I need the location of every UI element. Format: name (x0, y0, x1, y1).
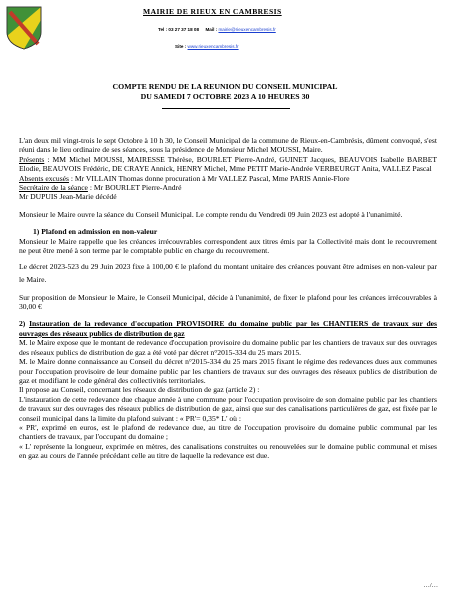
coat-of-arms-logo (6, 6, 42, 50)
document-title-line-2: DU SAMEDI 7 OCTOBRE 2023 A 10 HEURES 30 (140, 92, 310, 101)
presents-label: Présents (19, 154, 45, 164)
mail-label: Mail : (205, 27, 218, 32)
section-2-number: 2) (19, 319, 30, 329)
contact-line (158, 27, 276, 32)
section-2-paragraph-2: M. le Maire donne connaissance au Conseil du décret n°2015-334 du 25 mars 2015 fixant le régime des redevances dues aux communes pour l'occupation provisoire de leur domaine public par les chantiers de travaux sur des ouvrages des réseaux publics de distribution de gaz et modifiant le code général des collectivités territoriales. (19, 357, 437, 385)
minutes-body (19, 136, 437, 461)
site-label: Site : (175, 44, 187, 49)
section-2-heading (19, 319, 437, 338)
secretaire-text: : Mr BOURLET Pierre-André (87, 183, 182, 193)
title-divider (162, 108, 290, 109)
document-title-line-1: COMPTE RENDU DE LA REUNION DU CONSEIL MUNICIPAL (112, 82, 338, 91)
tel-number: 03 27 37 18 08 (168, 27, 200, 32)
presents-paragraph (19, 155, 437, 174)
site-link[interactable]: www.rieuxencambresis.fr (187, 44, 239, 49)
decede-line: Mr DUPUIS Jean-Marie décédé (19, 192, 117, 202)
mairie-title: MAIRIE DE RIEUX EN CAMBRESIS (143, 7, 282, 16)
presents-text: : MM Michel MOUSSI, MAIRESSE Thérèse, BOURLET Pierre-André, GUINET Jacques, BEAUVOIS Isabelle BARBET Elodie, BEAUVOIS Frédéric, DE CRAYE Annick, HENRY Michel, Mme PETIT Marie-Andrée VERBEURGT Anita, VALLEZ Pascal (19, 154, 437, 174)
intro-paragraph: L'an deux mil vingt-trois le sept Octobre à 10 h 30, le Conseil Municipal de la commune de Rieux-en-Cambrésis, dûment convoqué, s'est réuni dans le lieu ordinaire de ses séances, sous la présidence de Monsieur Michel MOUSSI, Maire. (19, 136, 437, 155)
section-2-paragraph-3: Il propose au Conseil, concernant les réseaux de distribution de gaz (article 2) : (19, 385, 260, 395)
section-1-paragraph-2: Le décret 2023-523 du 29 Juin 2023 fixe à 100,00 € le plafond du montant unitaire des créances pouvant être admises en non-valeur par le Maire. (19, 262, 437, 285)
section-2-title: Instauration de la redevance d'occupation PROVISOIRE du domaine public par les CHANTIERS de travaux sur des ouvrages des réseaux publics de distribution de gaz (19, 319, 437, 338)
absents-paragraph (19, 174, 437, 183)
section-2-paragraph-5: « PR', exprimé en euros, est le plafond de redevance due, au titre de l'occupation provisoire du domaine public communal par les chantiers de travaux, par l'occupant du domaine ; (19, 422, 437, 442)
absents-text: : Mr VILLAIN Thomas donne procuration à Mr VALLEZ Pascal, Mme PARIS Annie-Flore (68, 173, 350, 183)
opening-paragraph: Monsieur le Maire ouvre la séance du Conseil Municipal. Le compte rendu du Vendredi 09 Juin 2023 est adopté à l'unanimité. (19, 209, 403, 219)
section-1-heading: 1) Plafond en admission en non-valeur (33, 227, 158, 237)
section-1-paragraph-3: Sur proposition de Monsieur le Maire, le Conseil Municipal, décide à l'unanimité, de fixer le plafond pour les créances irrécouvrables à 30,00 € (19, 292, 437, 312)
section-1-paragraph-1: Monsieur le Maire rappelle que les créances irrécouvrables correspondent aux titres émis par la Collectivité mais dont le recouvrement ne peut être mené à son terme par le comptable public en charge du recouvrement. (19, 236, 437, 256)
secretaire-label: Secrétaire de la séance (19, 183, 88, 193)
site-line (175, 44, 239, 49)
section-2-paragraph-1: M. le Maire expose que le montant de redevance d'occupation provisoire du domaine public par les chantiers de travaux sur des ouvrages des réseaux publics de distribution de gaz a été voté par décret n°2015-334 du 25 mars 2015. (19, 338, 437, 357)
absents-label: Absents excusés (19, 173, 69, 183)
tel-label: Tel : (158, 27, 168, 32)
page-continuation-marker: …/… (423, 582, 438, 589)
section-2-paragraph-4: L'instauration de cette redevance due chaque année à une commune pour l'occupation provisoire de son domaine public par les chantiers de travaux sur des ouvrages des réseaux publics de distribution de gaz, ainsi que sur des canalisations particulières de gaz, est fixée par le conseil municipal dans la limite du plafond suivant : « PR'= 0,35* L' où : (19, 394, 437, 423)
mail-link[interactable]: mairie@rieuxencambresis.fr (218, 27, 276, 32)
secretaire-paragraph (19, 183, 437, 192)
section-2-paragraph-6: « L' représente la longueur, exprimée en mètres, des canalisations construites ou renouvelées sur le domaine public communal et mises en gaz au cours de l'année précédant celle au titre de laquelle la redevance est due. (19, 441, 437, 461)
